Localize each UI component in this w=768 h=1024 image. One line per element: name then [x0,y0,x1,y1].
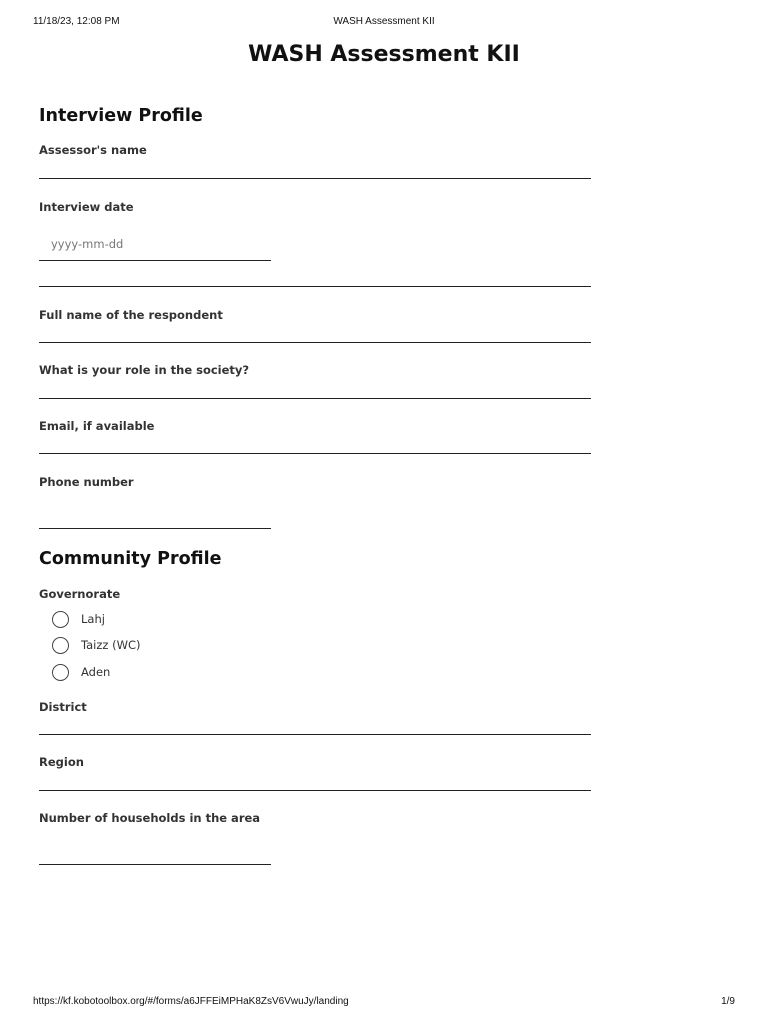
interview-time-field[interactable] [39,286,591,287]
page-indicator: 1/9 [721,996,735,1007]
district-label: District [39,700,87,714]
email-label: Email, if available [39,419,155,433]
print-header [33,16,735,30]
phone-field[interactable] [39,528,271,529]
phone-label: Phone number [39,475,134,489]
governorate-option-label: Taizz (WC) [81,638,141,652]
assessor-name-label: Assessor's name [39,143,147,157]
governorate-option-label: Lahj [81,612,105,626]
radio-button-icon[interactable] [52,664,69,681]
radio-button-icon[interactable] [52,637,69,654]
role-label: What is your role in the society? [39,363,250,377]
interview-date-label: Interview date [39,200,134,214]
print-url: https://kf.kobotoolbox.org/#/forms/a6JFFEiMPHaK8ZsV6VwuJy/landing [33,996,349,1007]
email-field[interactable] [39,453,591,454]
respondent-name-field[interactable] [39,342,591,343]
households-field[interactable] [39,864,271,865]
print-document-title: WASH Assessment KII [333,16,435,27]
section-title-interview-profile: Interview Profile [39,106,203,126]
households-label: Number of households in the area [39,811,261,825]
district-field[interactable] [39,734,591,735]
section-title-community-profile: Community Profile [39,549,222,569]
governorate-option-label: Aden [81,665,111,679]
assessor-name-field[interactable] [39,178,591,179]
role-field[interactable] [39,398,591,399]
form-title: WASH Assessment KII [248,42,520,67]
region-field[interactable] [39,790,591,791]
print-datetime: 11/18/23, 12:08 PM [33,16,120,27]
print-footer [33,996,735,1010]
interview-date-field[interactable] [39,260,271,261]
governorate-label: Governorate [39,587,121,601]
region-label: Region [39,755,84,769]
interview-date-placeholder: yyyy-mm-dd [51,237,124,251]
respondent-name-label: Full name of the respondent [39,308,223,322]
radio-button-icon[interactable] [52,611,69,628]
